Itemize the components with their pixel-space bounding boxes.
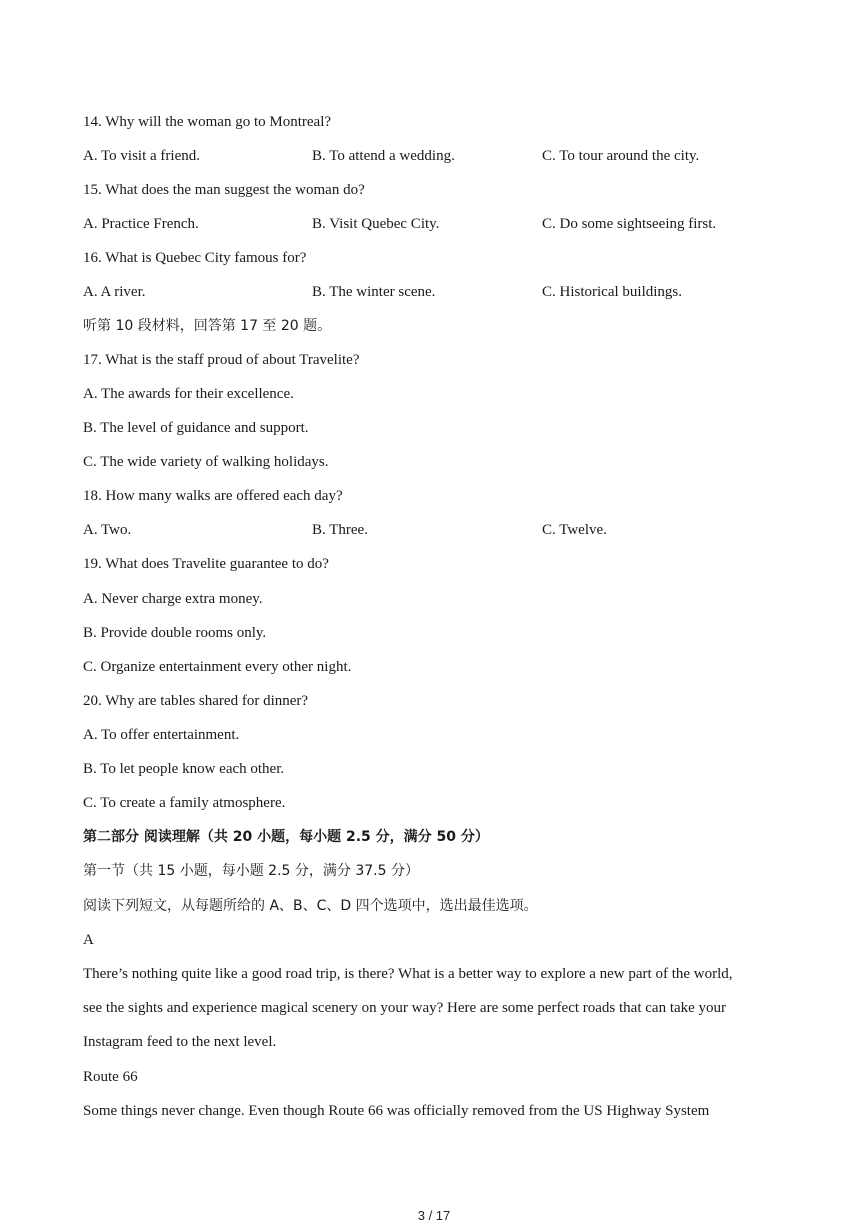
question-17: 17. What is the staff proud of about Travelite? <box>83 352 360 368</box>
q20-option-c: C. To create a family atmosphere. <box>83 795 286 811</box>
q16-option-c: C. Historical buildings. <box>542 284 682 300</box>
q15-option-b: B. Visit Quebec City. <box>312 216 440 232</box>
reading-instruction: 阅读下列短文，从每题所给的 A、B、C、D 四个选项中，选出最佳选项。 <box>83 898 538 914</box>
paragraph-1-line-3: Instagram feed to the next level. <box>83 1034 277 1050</box>
section-one-heading: 第一节（共 15 小题，每小题 2.5 分，满分 37.5 分） <box>83 863 419 879</box>
q18-option-a: A. Two. <box>83 522 132 538</box>
q17-option-b: B. The level of guidance and support. <box>83 420 309 436</box>
q17-option-a: A. The awards for their excellence. <box>83 386 294 402</box>
section-10-instruction: 听第 10 段材料，回答第 17 至 20 题。 <box>83 318 332 334</box>
question-20: 20. Why are tables shared for dinner? <box>83 693 309 709</box>
question-14: 14. Why will the woman go to Montreal? <box>83 114 332 130</box>
q19-option-a: A. Never charge extra money. <box>83 591 263 607</box>
q18-option-b: B. Three. <box>312 522 368 538</box>
q15-option-c: C. Do some sightseeing first. <box>542 216 717 232</box>
question-15: 15. What does the man suggest the woman do? <box>83 182 365 198</box>
q14-option-b: B. To attend a wedding. <box>312 148 455 164</box>
q20-option-a: A. To offer entertainment. <box>83 727 240 743</box>
question-16: 16. What is Quebec City famous for? <box>83 250 307 266</box>
q16-option-b: B. The winter scene. <box>312 284 436 300</box>
q16-option-a: A. A river. <box>83 284 146 300</box>
part-two-heading: 第二部分 阅读理解（共 20 小题，每小题 2.5 分，满分 50 分） <box>83 829 489 845</box>
paragraph-1-line-2: see the sights and experience magical scenery on your way? Here are some perfect roads that can take your <box>83 1000 727 1016</box>
subheading-route-66: Route 66 <box>83 1069 138 1085</box>
paragraph-1-line-1: There’s nothing quite like a good road trip, is there? What is a better way to explore a new part of the world, <box>83 966 733 982</box>
question-19: 19. What does Travelite guarantee to do? <box>83 556 329 572</box>
passage-label: A <box>83 932 94 948</box>
q19-option-b: B. Provide double rooms only. <box>83 625 267 641</box>
q17-option-c: C. The wide variety of walking holidays. <box>83 454 329 470</box>
question-18: 18. How many walks are offered each day? <box>83 488 343 504</box>
q14-option-c: C. To tour around the city. <box>542 148 700 164</box>
q20-option-b: B. To let people know each other. <box>83 761 285 777</box>
q19-option-c: C. Organize entertainment every other night. <box>83 659 352 675</box>
paragraph-2-line-1: Some things never change. Even though Route 66 was officially removed from the US Highway System <box>83 1103 710 1119</box>
q18-option-c: C. Twelve. <box>542 522 607 538</box>
page-number: 3 / 17 <box>417 1208 451 1223</box>
q15-option-a: A. Practice French. <box>83 216 199 232</box>
q14-option-a: A. To visit a friend. <box>83 148 200 164</box>
